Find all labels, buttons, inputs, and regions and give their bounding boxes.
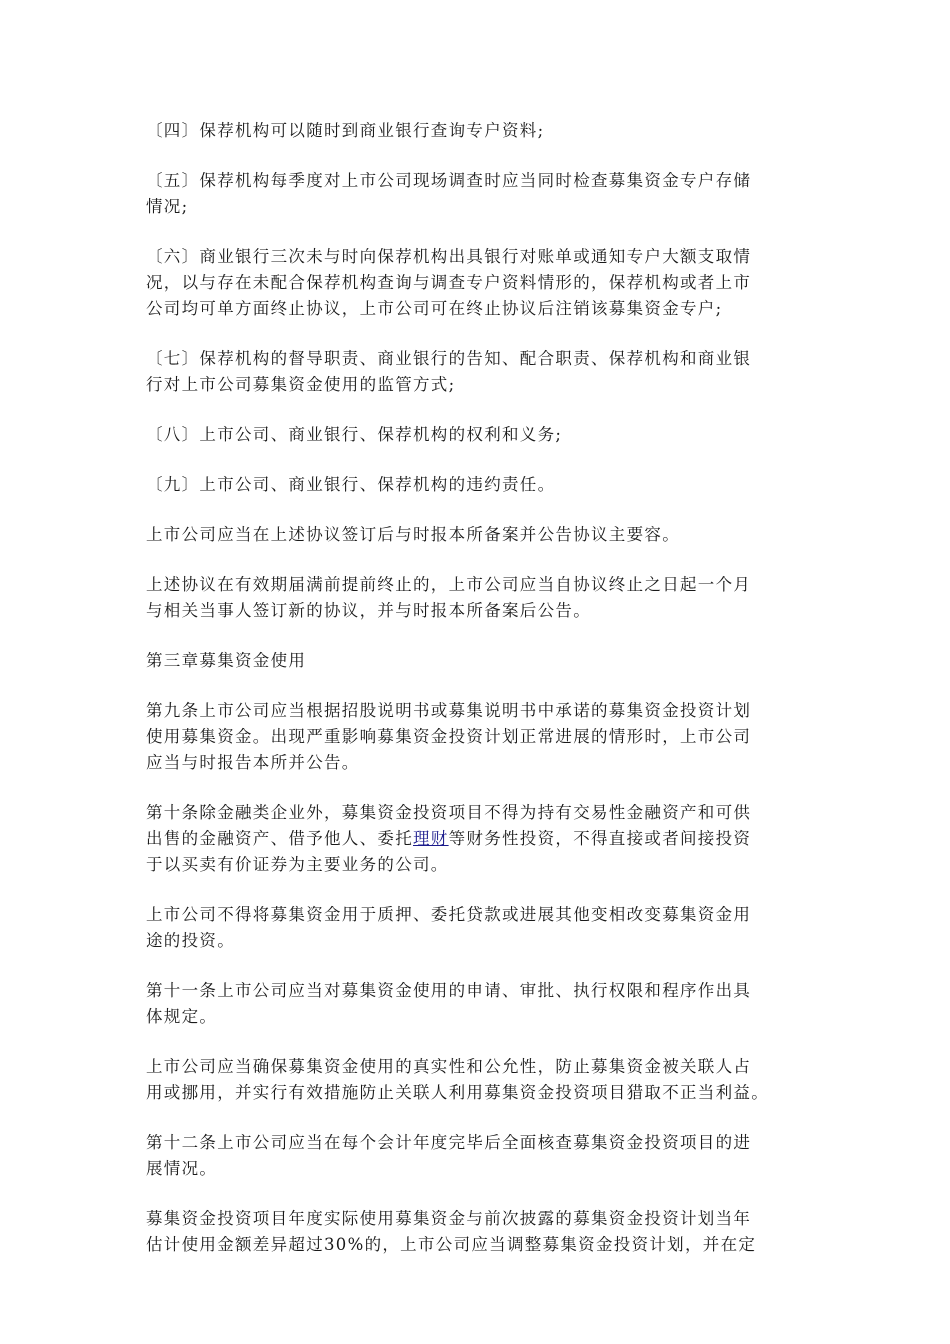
text-line: 第三章募集资金使用 (146, 651, 307, 670)
text-line: 〔九〕上市公司、商业银行、保荐机构的违约责任。 (146, 475, 556, 494)
paragraph-fair-use (146, 1054, 806, 1106)
text-line: 第十二条上市公司应当在每个会计年度完毕后全面核查募集资金投资项目的进 (146, 1133, 752, 1152)
text-segment: 出售的金融资产、借予他人、委托 (146, 829, 413, 848)
text-line: 上市公司不得将募集资金用于质押、委托贷款或进展其他变相改变募集资金用 (146, 905, 752, 924)
paragraph-pledge-restriction (146, 902, 806, 954)
text-line: 公司均可单方面终止协议，上市公司可在终止协议后注销该募集资金专户; (146, 299, 723, 318)
chapter-heading (146, 648, 806, 674)
text-line: 上述协议在有效期届满前提前终止的，上市公司应当自协议终止之日起一个月 (146, 575, 752, 594)
text-line: 与相关当事人签订新的协议，并与时报本所备案后公告。 (146, 601, 591, 620)
text-line: 〔五〕保荐机构每季度对上市公司现场调查时应当同时检查募集资金专户存储 (146, 171, 752, 190)
text-line: 于以买卖有价证券为主要业务的公司。 (146, 855, 449, 874)
text-line: 况，以与存在未配合保荐机构查询与调查专户资料情形的，保荐机构或者上市 (146, 273, 752, 292)
text-line: 〔四〕保荐机构可以随时到商业银行查询专户资料; (146, 121, 545, 140)
text-line: 〔六〕商业银行三次未与时向保荐机构出具银行对账单或通知专户大额支取情 (146, 247, 752, 266)
text-line: 〔八〕上市公司、商业银行、保荐机构的权利和义务; (146, 425, 563, 444)
text-segment: 等财务性投资，不得直接或者间接投资 (448, 829, 752, 848)
article-9 (146, 698, 806, 776)
paragraph-item-9 (146, 472, 806, 498)
article-12 (146, 1130, 806, 1182)
text-line: 上市公司应当在上述协议签订后与时报本所备案并公告协议主要容。 (146, 525, 680, 544)
wealth-management-link[interactable]: 理财 (413, 829, 449, 848)
text-line: 行对上市公司募集资金使用的监管方式; (146, 375, 456, 394)
text-line: 上市公司应当确保募集资金使用的真实性和公允性，防止募集资金被关联人占 (146, 1057, 752, 1076)
paragraph-item-5 (146, 168, 806, 220)
paragraph-usage-variance (146, 1206, 806, 1258)
text-line: 第九条上市公司应当根据招股说明书或募集说明书中承诺的募集资金投资计划 (146, 701, 752, 720)
article-11 (146, 978, 806, 1030)
text-line: 应当与时报告本所并公告。 (146, 753, 360, 772)
paragraph-item-6 (146, 244, 806, 322)
paragraph-item-4 (146, 118, 806, 144)
document-body (146, 118, 806, 1282)
text-line: 第十一条上市公司应当对募集资金使用的申请、审批、执行权限和程序作出具 (146, 981, 752, 1000)
text-line: 用或挪用，并实行有效措施防止关联人利用募集资金投资项目猎取不正当利益。 (146, 1083, 769, 1102)
text-line: 情况; (146, 197, 189, 216)
text-line: 途的投资。 (146, 931, 235, 950)
text-line: 第十条除金融类企业外，募集资金投资项目不得为持有交易性金融资产和可供 (146, 803, 752, 822)
paragraph-agreement-filing (146, 522, 806, 548)
paragraph-item-7 (146, 346, 806, 398)
text-line: 使用募集资金。出现严重影响募集资金投资计划正常进展的情形时，上市公司 (146, 727, 752, 746)
text-line: 估计使用金额差异超过30%的，上市公司应当调整募集资金投资计划，并在定 (146, 1235, 757, 1254)
text-line: 〔七〕保荐机构的督导职责、商业银行的告知、配合职责、保荐机构和商业银 (146, 349, 752, 368)
article-10 (146, 800, 806, 878)
text-line (146, 826, 806, 852)
text-line: 展情况。 (146, 1159, 218, 1178)
text-line: 体规定。 (146, 1007, 218, 1026)
paragraph-agreement-termination (146, 572, 806, 624)
paragraph-item-8 (146, 422, 806, 448)
text-line: 募集资金投资项目年度实际使用募集资金与前次披露的募集资金投资计划当年 (146, 1209, 752, 1228)
